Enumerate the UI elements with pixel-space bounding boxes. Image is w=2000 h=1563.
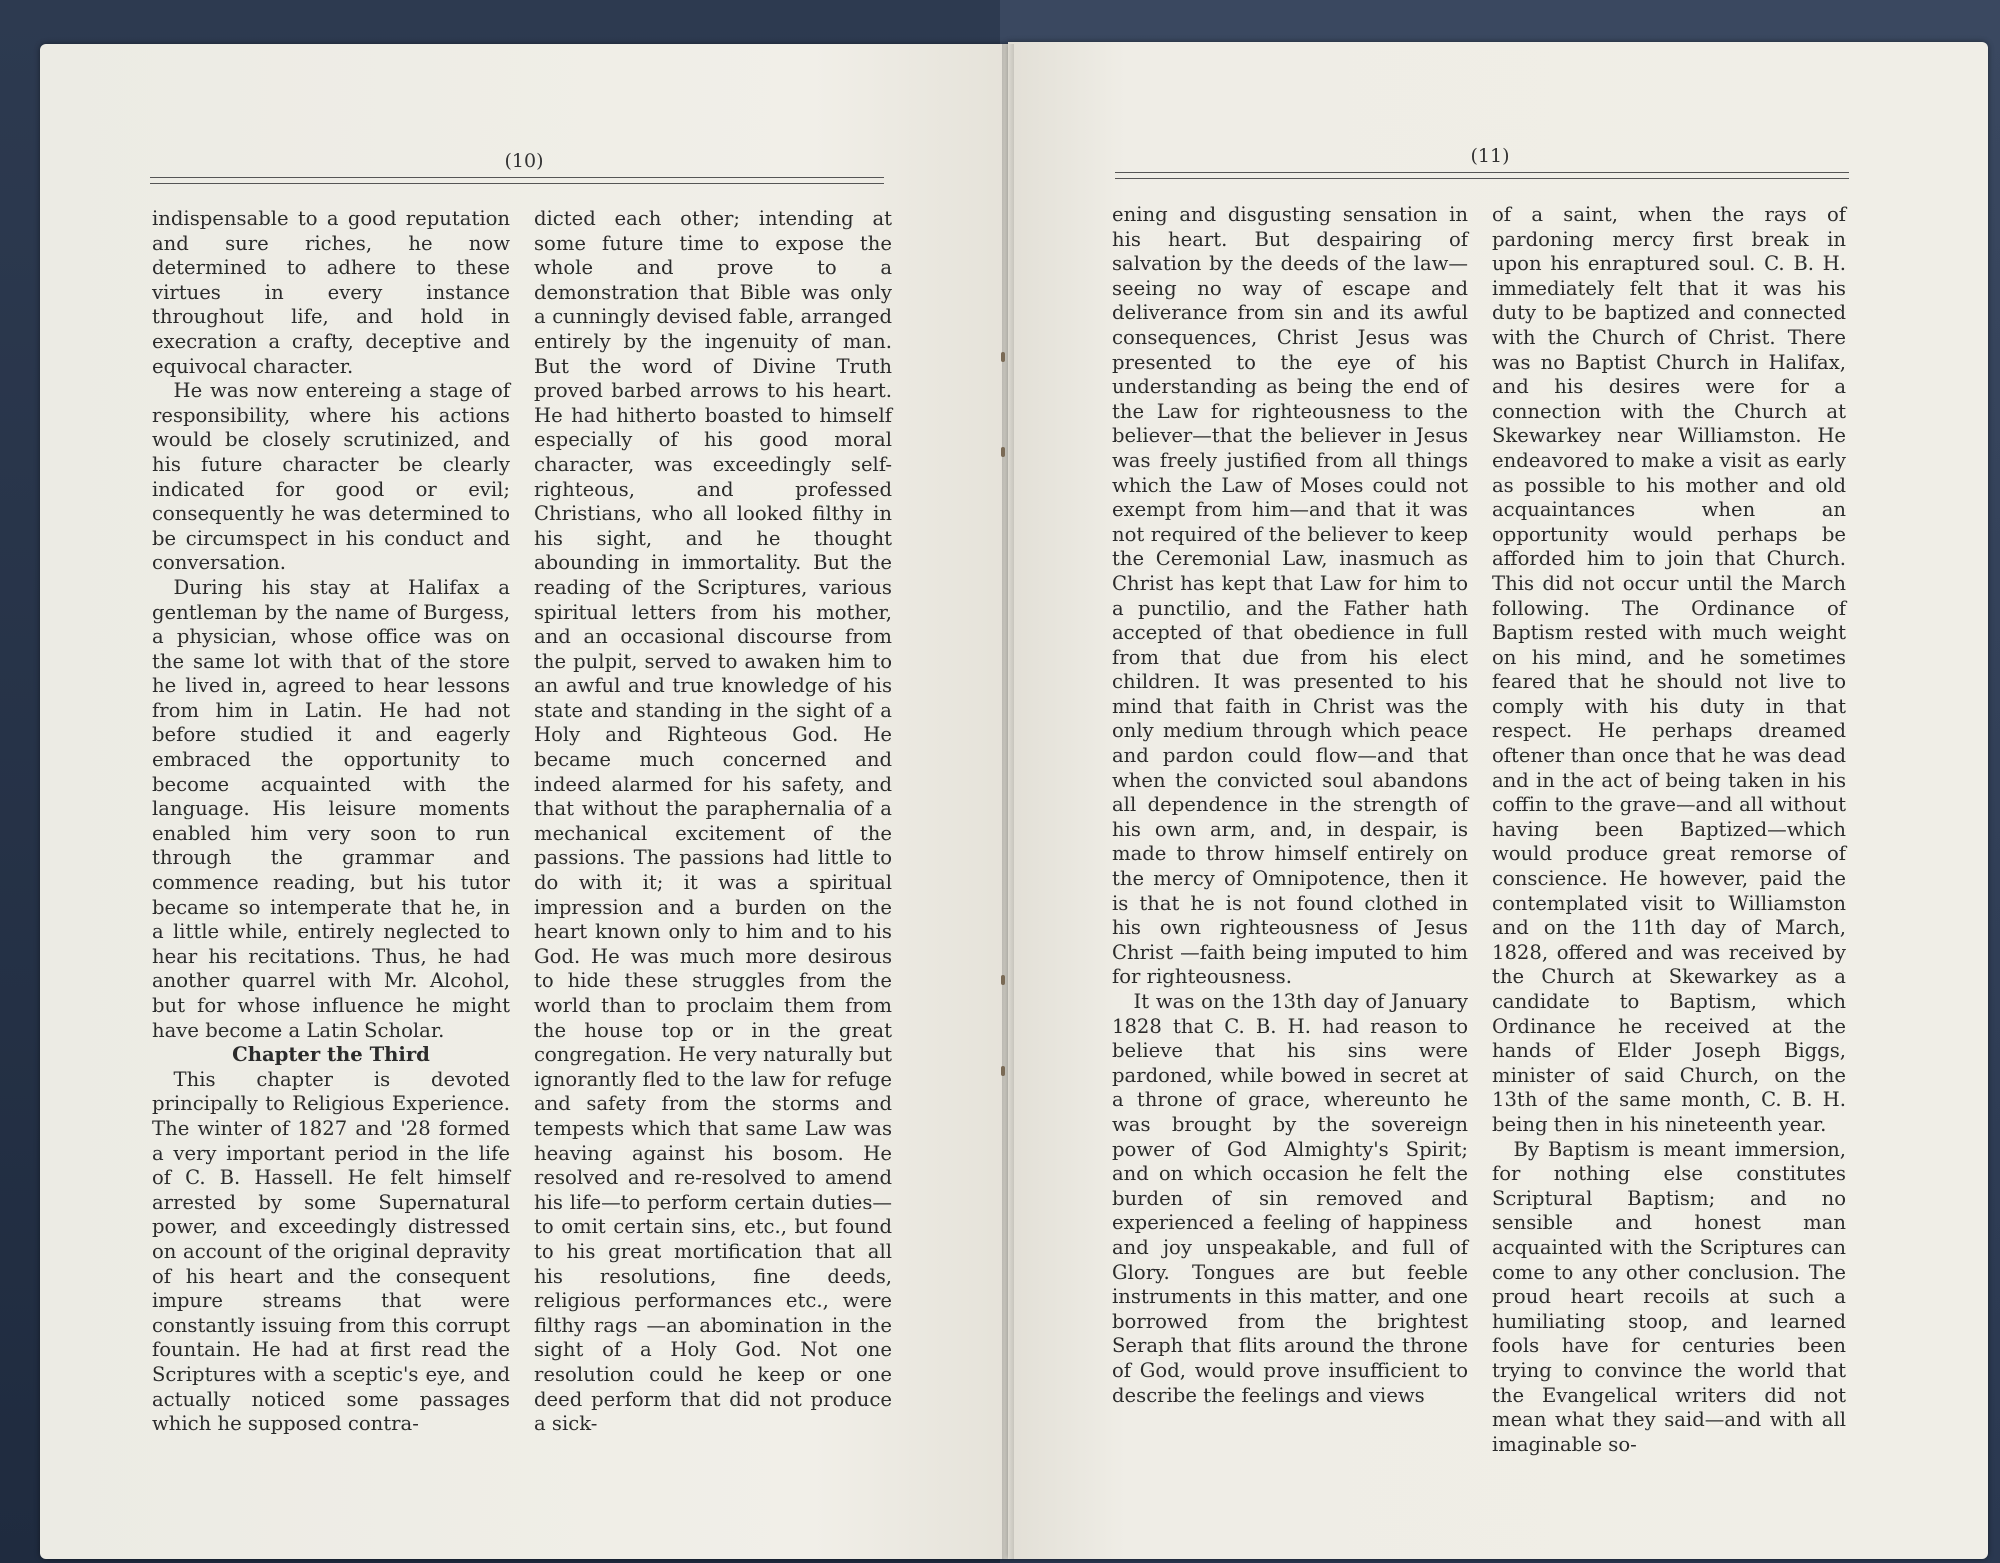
paragraph: This chapter is devoted principally to Religious Experience. The winter of 1827 and '28 formed a very important period in the life of C. B. Hassell. He felt himself arrested by some Supernatural power, and exceedingly distressed on account of the original depravity of his heart and the consequent impure streams that were constantly issuing from this corrupt fountain. He had at first read the Scriptures with a sceptic's eye, and actually noticed some passages which he supposed contra- [152, 1067, 510, 1436]
binding-stitch [1001, 352, 1005, 362]
binding-stitch [1001, 975, 1005, 985]
page-number-right: (11) [1470, 145, 1510, 167]
chapter-heading: Chapter the Third [232, 1043, 430, 1067]
paragraph: During his stay at Halifax a gentleman by the name of Burgess, a physician, whose office was on the same lot with that of the store he lived in, agreed to hear lessons from him in Latin. He had not before studied it and eagerly embraced the opportunity to become acquainted with the language. His leisure moments enabled him very soon to run through the grammar and commence reading, but his tutor became so intemperate that he, in a little while, entirely neglected to hear his recitations. Thus, he had another quarrel with Mr. Alcohol, but for whose influence he might have become a Latin Scholar. [152, 575, 510, 1042]
page-number-left: (10) [504, 150, 544, 172]
header-rule-left [150, 177, 884, 184]
paragraph: It was on the 13th day of January 1828 that C. B. H. had reason to believe that his sins were pardoned, while bowed in secret at a throne of grace, whereunto he was brought by the sovereign power of God Almighty's Spirit; and on which occasion he felt the burden of sin removed and experienced a feeling of happiness and joy unspeakable, and full of Glory. Tongues are but feeble instruments in this matter, and one borrowed from the brightest Seraph that flits around the throne of God, would prove insufficient to describe the feelings and views [1112, 990, 1468, 1407]
book-gutter [1002, 44, 1014, 1559]
right-page-column-1 [1112, 203, 1468, 1408]
left-page-column-2 [534, 207, 892, 1437]
paragraph: By Baptism is meant immersion, for nothing else constitutes Scriptural Baptism; and no sensible and honest man acquainted with the Scriptures can come to any other conclusion. The proud heart recoils at such a humiliating stoop, and learned fools have for centuries been trying to convince the world that the Evangelical writers did not mean what they said—and with all imaginable so- [1492, 1137, 1846, 1456]
header-rule-right [1115, 172, 1849, 179]
binding-stitch [1001, 447, 1005, 457]
paragraph: indispensable to a good reputation and sure riches, he now determined to adhere to these virtues in every instance throughout life, and hold in execration a crafty, deceptive and equivocal character. [152, 207, 510, 378]
right-page-column-2 [1492, 203, 1846, 1457]
paragraph: of a saint, when the rays of pardoning mercy first break in upon his enraptured soul. C. B. H. immediately felt that it was his duty to be baptized and connected with the Church of Christ. There was no Baptist Church in Halifax, and his desires were for a connection with the Church at Skewarkey near Williamston. He endeavored to make a visit as early as possible to his mother and old acquaintances when an opportunity would perhaps be afforded him to join that Church. This did not occur until the March following. The Ordinance of Baptism rested with much weight on his mind, and he sometimes feared that he should not live to comply with his duty in that respect. He perhaps dreamed oftener than once that he was dead and in the act of being taken in his coffin to the grave—and all without having been Baptized—which would produce great remorse of conscience. He however, paid the contemplated visit to Williamston and on the 11th day of March, 1828, offered and was received by the Church at Skewarkey as a candidate to Baptism, which Ordinance he received at the hands of Elder Joseph Biggs, minister of said Church, on the 13th of the same month, C. B. H. being then in his nineteenth year. [1492, 203, 1846, 1136]
binding-stitch [1001, 1066, 1005, 1076]
paragraph: dicted each other; intending at some future time to expose the whole and prove to a demonstration that Bible was only a cunningly devised fable, arranged entirely by the ingenuity of man. But the word of Divine Truth proved barbed arrows to his heart. He had hitherto boasted to himself especially of his good moral character, was exceedingly self-righteous, and professed Christians, who all looked filthy in his sight, and he thought abounding in immortality. But the reading of the Scriptures, various spiritual letters from his mother, and an occasional discourse from the pulpit, served to awaken him to an awful and true knowledge of his state and standing in the sight of a Holy and Righteous God. He became much concerned and indeed alarmed for his safety, and that without the paraphernalia of a mechanical excitement of the passions. The passions had little to do with it; it was a spiritual impression and a burden on the heart known only to him and to his God. He was much more desirous to hide these struggles from the world than to proclaim them from the house top or in the great congregation. He very naturally but ignorantly fled to the law for refuge and safety from the storms and tempests which that same Law was heaving against his bosom. He resolved and re-resolved to amend his life—to perform certain duties—to omit certain sins, etc., but found to his great mortification that all his resolutions, fine deeds, religious performances etc., were filthy rags —an abomination in the sight of a Holy God. Not one resolution could he keep or one deed perform that did not produce a sick- [534, 207, 892, 1436]
paragraph: ening and disgusting sensation in his heart. But despairing of salvation by the deeds of the law—seeing no way of escape and deliverance from sin and its awful consequences, Christ Jesus was presented to the eye of his understanding as being the end of the Law for righteousness to the believer—that the believer in Jesus was freely justified from all things which the Law of Moses could not exempt from him—and that it was not required of the believer to keep the Ceremonial Law, inasmuch as Christ has kept that Law for him to a punctilio, and the Father hath accepted of that obedience in full from that due from his elect children. It was presented to his mind that faith in Christ was the only medium through which peace and pardon could flow—and that when the convicted soul abandons all dependence in the strength of his own arm, and, in despair, is made to throw himself entirely on the mercy of Omnipotence, then it is that he is not found clothed in his own righteousness of Jesus Christ —faith being imputed to him for righteousness. [1112, 203, 1468, 989]
left-page-column-1 [152, 207, 510, 1437]
paragraph: He was now entereing a stage of responsibility, where his actions would be closely scrutinized, and his future character be clearly indicated for good or evil; consequently he was determined to be circumspect in his conduct and conversation. [152, 379, 510, 575]
